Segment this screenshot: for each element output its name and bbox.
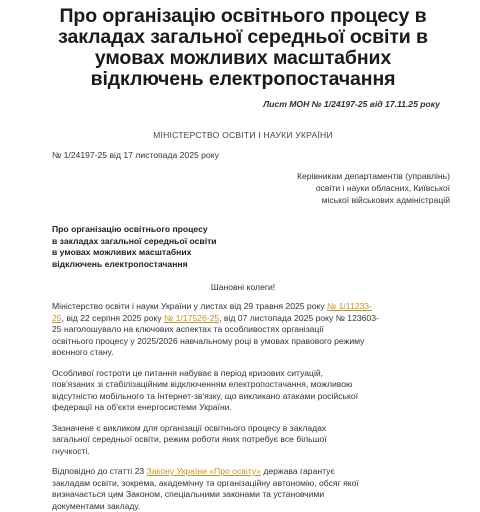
addressee-line: Керівникам департаментів (управлінь) — [280, 170, 450, 182]
title-line: відключень електропостачання — [46, 69, 440, 90]
paragraph-text: , від 22 серпня 2025 року — [62, 313, 165, 323]
title-line: умовах можливих масштабних — [46, 48, 440, 69]
letter-link-11233[interactable]: № 1/11233- — [327, 301, 372, 311]
addressee-block — [280, 170, 450, 206]
paragraph-line: загальної середньої освіти, режим роботи яких потребує все більшої — [52, 434, 397, 446]
paragraph-line: пов'язаних зі стабілізаційним відключенням електропостачання, можливою — [52, 379, 397, 391]
letter-link-11233-cont[interactable]: 25 — [52, 313, 62, 323]
paragraph-text: Відповідно до статті 23 — [52, 466, 147, 476]
paragraph-line: визначається цим Законом, спеціальними законами та установчими — [52, 489, 397, 501]
letter-reference: Лист МОН № 1/24197-25 від 17.11.25 року — [46, 99, 440, 109]
paragraph-line: 25 наголошувало на ключових аспектах та особливостях організації — [52, 324, 397, 336]
subject-line: в закладах загальної середньої освіти — [52, 236, 252, 248]
paragraph-text: Міністерство освіти і науки України у листах від 29 травня 2025 року — [52, 301, 327, 311]
paragraph-line: Зазначене є викликом для організації освітнього процесу в закладах — [52, 423, 397, 435]
letter-link-17526[interactable]: № 1/17526-25 — [164, 313, 219, 323]
ministry-header: МІНІСТЕРСТВО ОСВІТИ І НАУКИ УКРАЇНИ — [46, 130, 440, 140]
paragraph-line: відсутністю мобільного та Інтернет-зв'язку, що викликано атаками російської — [52, 391, 397, 403]
paragraph-2 — [52, 368, 397, 414]
paragraph-line: освітнього процесу у 2025/2026 навчальному році в умовах правового режиму — [52, 336, 397, 348]
paragraph-line: воєнного стану. — [52, 347, 397, 359]
addressee-line: міської військових адміністрацій — [280, 194, 450, 206]
paragraph-line: Особливої гостроти це питання набуває в період кризових ситуацій, — [52, 368, 397, 380]
paragraph-line — [52, 313, 397, 325]
paragraph-text: , від 07 листопада 2025 року № 123603- — [219, 313, 379, 323]
subject-block — [52, 224, 252, 270]
greeting: Шановні колеги! — [46, 282, 440, 292]
law-on-education-link[interactable]: Закону України «Про освіту» — [147, 466, 261, 476]
title-line: закладах загальної середньої освіти в — [46, 27, 440, 48]
paragraph-line: документами закладу. — [52, 501, 397, 512]
paragraph-1 — [52, 301, 397, 359]
paragraph-line: закладам освіти, зокрема, академічну та організаційну автономію, обсяг якої — [52, 478, 397, 490]
addressee-line: освіти і науки обласних, Київської — [280, 182, 450, 194]
paragraph-3 — [52, 423, 397, 458]
document-title — [46, 6, 440, 90]
subject-line: Про організацію освітнього процесу — [52, 224, 252, 236]
subject-line: відключень електропостачання — [52, 259, 252, 271]
paragraph-line: федерації на об'єкти енергосистеми України. — [52, 402, 397, 414]
paragraph-text: держава гарантує — [261, 466, 335, 476]
paragraph-4 — [52, 466, 397, 512]
subject-line: в умовах можливих масштабних — [52, 247, 252, 259]
paragraph-line — [52, 466, 397, 478]
paragraph-line — [52, 301, 397, 313]
paragraph-line: гнучкості. — [52, 446, 397, 458]
title-line: Про організацію освітнього процесу в — [46, 6, 440, 27]
letter-number: № 1/24197-25 від 17 листопада 2025 року — [52, 150, 440, 160]
